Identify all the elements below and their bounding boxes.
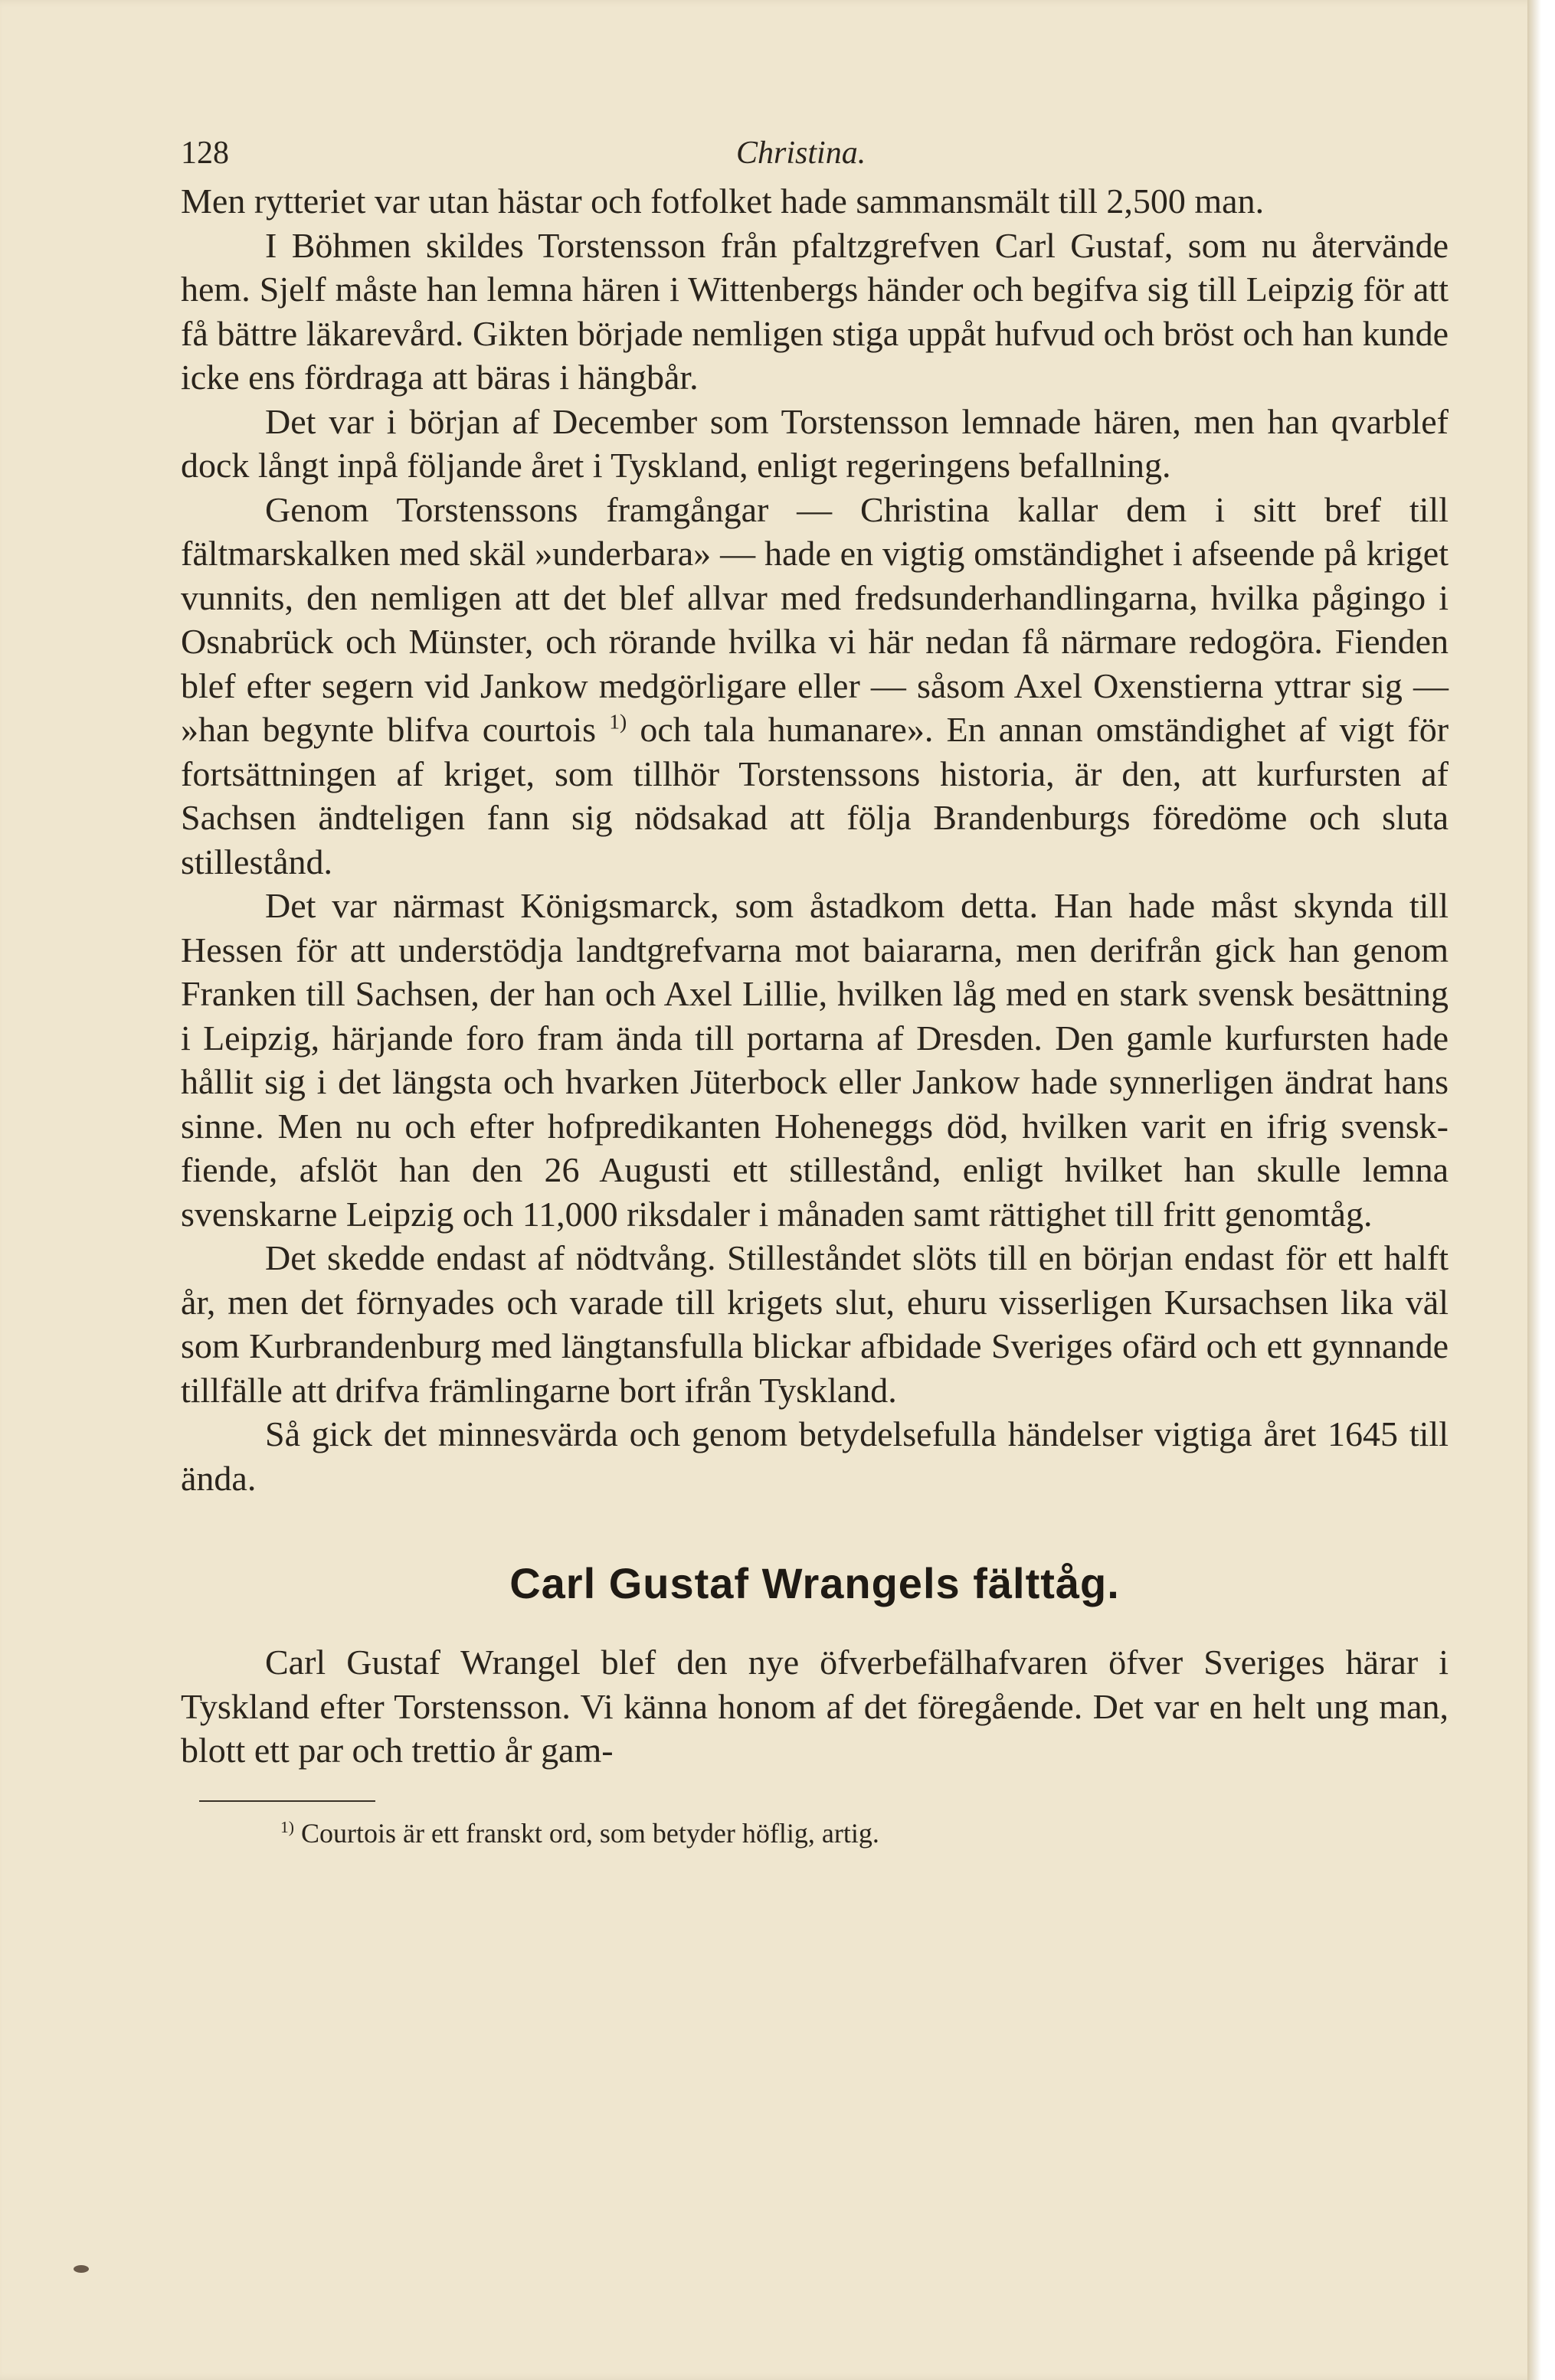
text-block xyxy=(181,130,1449,1851)
running-title: Christina. xyxy=(736,136,866,171)
running-head xyxy=(181,130,1449,176)
paragraph-3: Det var i början af December som Torstensson lemnade hären, men han qvarblef dock långt inpå följande året i Tyskland, enligt regeringens befallning. xyxy=(181,401,1449,485)
paragraph-4 xyxy=(181,488,1449,884)
footnote-text: Courtois är ett franskt ord, som betyder höflig, artig. xyxy=(301,1817,879,1849)
ink-smudge xyxy=(74,2265,89,2273)
paragraph-7: Så gick det minnesvärda och genom betydelsefulla händelser vigtiga året 1645 till ända. xyxy=(181,1414,1449,1498)
section-heading: Carl Gustaf Wrangels fälttåg. xyxy=(509,1559,1120,1607)
paragraph-5: Det var närmast Königsmarck, som åstadkom detta. Han hade måst skynda till Hessen för att understödja landtgrefvarna mot baiararna, men derifrån gick han genom Franken till Sachsen, der han och Axel Lillie, hvilken låg med en stark svensk besättning i Leipzig, härjande foro fram ända till portarna af Dresden. Den gamle kurfursten hade hållit sig i det längsta och hvarken Jüterbock eller Jankow hade synnerligen ändrat hans sinne. Men nu och efter hofpredikanten Hoheneggs död, hvilken varit en ifrig svensk-fiende, afslöt han den 26 Augusti ett stillestånd, enligt hvilket han skulle lemna svenskarne Leipzig och 11,000 riksdaler i månaden samt rättighet till fritt genomtåg. xyxy=(181,886,1449,1234)
paragraph-1: Men rytteriet var utan hästar och fotfolket hade sammansmält till 2,500 man. xyxy=(181,181,1265,221)
paragraph-4-continuation: och tala humanare». En annan omständighet af vigt för fortsättningen af kriget, som tillhör Torstenssons historia, är den, att kurfursten af Sachsen ändteligen fann sig nödsakad att följa Brandenburgs föredöme och sluta stillestånd. xyxy=(181,710,1449,881)
page-number: 128 xyxy=(181,136,229,171)
paragraph-4-text: Genom Torstenssons framgångar — Christina kallar dem i sitt bref till fältmarskalken med skäl »underbara» — hade en vigtig omständighet i afseende på kriget vunnits, den nemligen att det blef allvar med fredsunderhandlingarna, hvilka pågingo i Osnabrück och Münster, och rörande hvilka vi här nedan få närmare redogöra. Fienden blef efter segern vid Jankow medgörligare eller — såsom Axel Oxenstierna yttrar sig — »han begynte blifva courtois xyxy=(181,489,1449,749)
paragraph-2: I Böhmen skildes Torstensson från pfaltzgrefven Carl Gustaf, som nu återvände hem. Sjelf måste han lemna hären i Wittenbergs händer och begifva sig till Leipzig för att få bättre läkarevård. Gikten började nemligen stiga uppåt hufvud och bröst och han kunde icke ens fördraga att bäras i hängbår. xyxy=(181,225,1449,397)
paragraph-6: Det skedde endast af nödtvång. Stilleståndet slöts till en början endast för ett halft år, men det förnyades och varade till krigets slut, ehuru visserligen Kursachsen lika väl som Kurbrandenburg med längtansfulla blickar afbidade Sveriges ofärd och ett gynnande tillfälle att drifva främlingarne bort ifrån Tyskland. xyxy=(181,1238,1449,1410)
page-edge xyxy=(1527,0,1541,2380)
footnote-reference: 1) xyxy=(609,709,627,734)
footnote-marker: 1) xyxy=(280,1817,294,1836)
section-paragraph: Carl Gustaf Wrangel blef den nye öfverbefälhafvaren öfver Sveriges härar i Tyskland efter Torstensson. Vi känna honom af det föregående. Det var en helt ung man, blott ett par och trettio år gam- xyxy=(181,1643,1449,1770)
footnote-rule xyxy=(199,1800,375,1802)
footnote xyxy=(280,1816,1449,1851)
